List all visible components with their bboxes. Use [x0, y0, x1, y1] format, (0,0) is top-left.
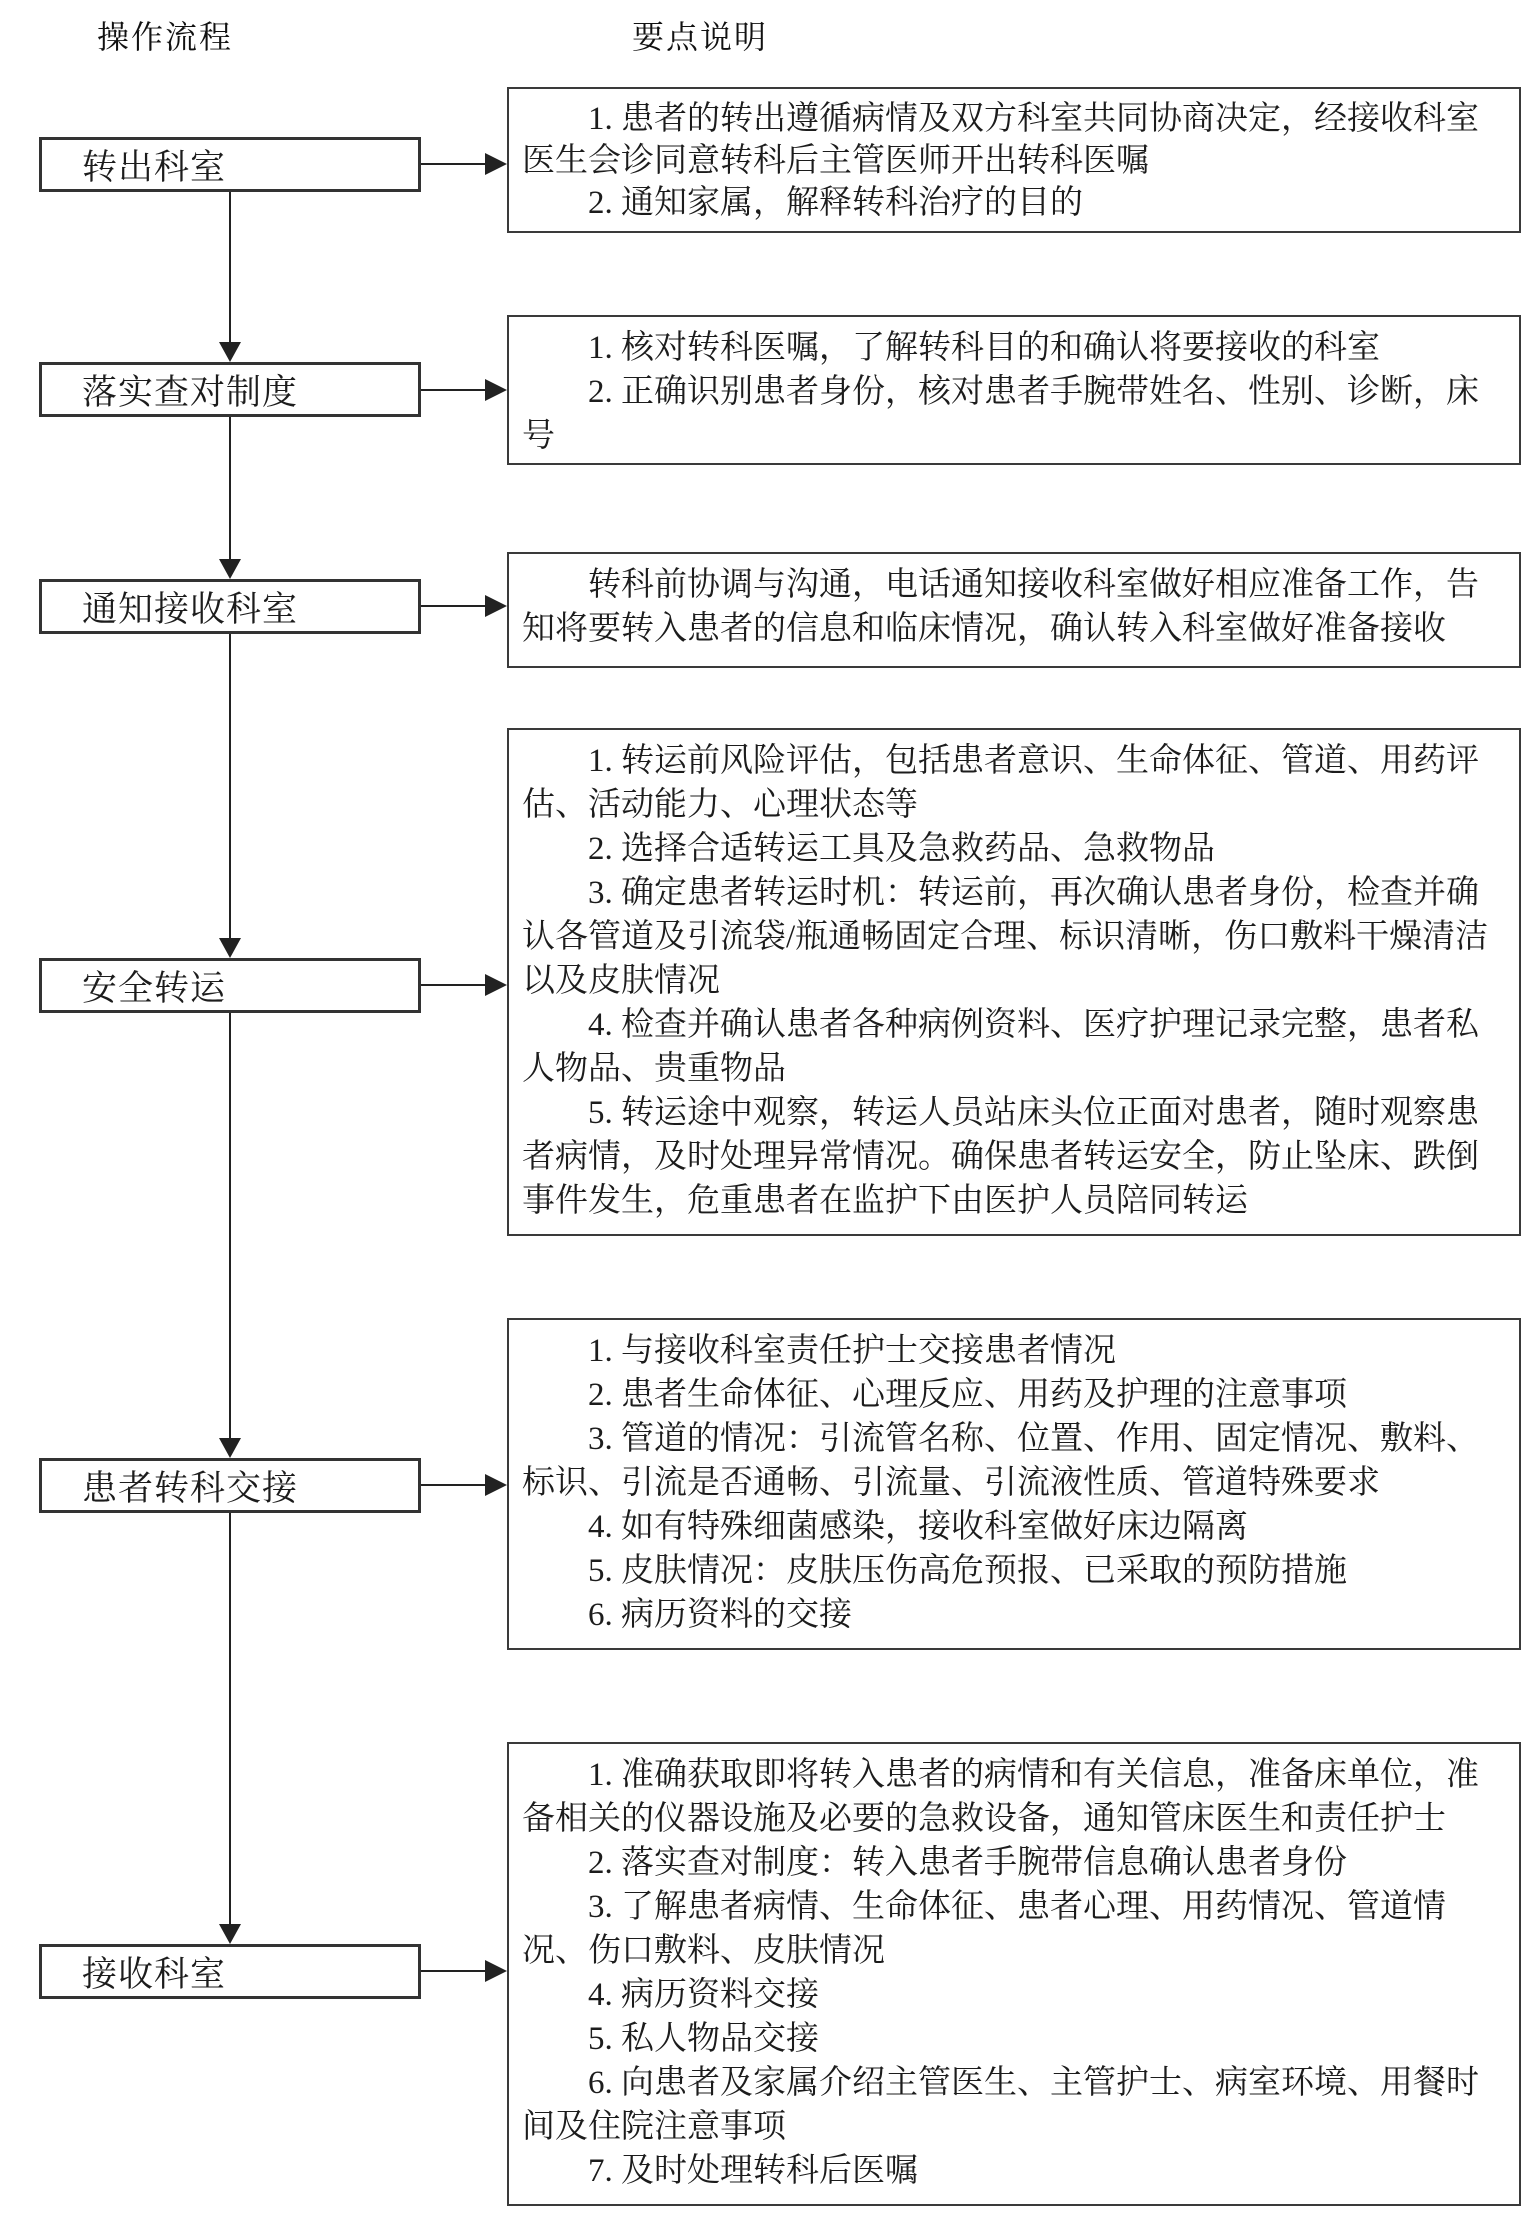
down-arrow-icon	[219, 559, 241, 579]
down-arrow-connector-line	[229, 1513, 231, 1924]
point-paragraph: 1. 转运前风险评估，包括患者意识、生命体征、管道、用药评估、活动能力、心理状态等	[522, 743, 1479, 823]
point-paragraph: 4. 病历资料交接	[588, 1977, 819, 2013]
point-paragraph: 3. 了解患者病情、生命体征、患者心理、用药情况、管道情况、伤口敷料、皮肤情况	[522, 1889, 1446, 1969]
column-header-process: 操作流程	[96, 19, 233, 55]
point-paragraph: 2. 落实查对制度：转入患者手腕带信息确认患者身份	[588, 1845, 1347, 1881]
step-label: 转出科室	[82, 147, 227, 187]
step-label: 通知接收科室	[82, 589, 299, 629]
point-paragraph: 5. 皮肤情况：皮肤压伤高危预报、已采取的预防措施	[588, 1553, 1347, 1589]
down-arrow-connector-line	[229, 1013, 231, 1438]
column-header-points: 要点说明	[631, 19, 768, 55]
point-paragraph: 2. 通知家属，解释转科治疗的目的	[588, 185, 1083, 221]
point-paragraph: 6. 向患者及家属介绍主管医生、主管护士、病室环境、用餐时间及住院注意事项	[522, 2065, 1479, 2145]
points-box-verification	[507, 315, 1521, 465]
point-paragraph: 1. 与接收科室责任护士交接患者情况	[588, 1333, 1116, 1369]
right-arrow-icon	[485, 379, 507, 401]
down-arrow-connector-line	[229, 192, 231, 342]
right-arrow-connector-line	[421, 163, 485, 165]
right-arrow-icon	[485, 595, 507, 617]
point-paragraph: 2. 选择合适转运工具及急救药品、急救物品	[588, 831, 1215, 867]
step-box-notify-receiving	[39, 579, 421, 634]
down-arrow-icon	[219, 342, 241, 362]
step-label: 落实查对制度	[82, 372, 299, 412]
point-paragraph: 6. 病历资料的交接	[588, 1597, 852, 1633]
point-paragraph: 4. 检查并确认患者各种病例资料、医疗护理记录完整，患者私人物品、贵重物品	[522, 1007, 1479, 1087]
points-box-receiving-dept	[507, 1742, 1521, 2206]
right-arrow-icon	[485, 153, 507, 175]
right-arrow-connector-line	[421, 389, 485, 391]
point-paragraph: 1. 核对转科医嘱，了解转科目的和确认将要接收的科室	[588, 330, 1380, 366]
point-paragraph: 转科前协调与沟通，电话通知接收科室做好相应准备工作，告知将要转入患者的信息和临床情况，确认转入科室做好准备接收	[522, 567, 1479, 647]
points-box-handover	[507, 1318, 1521, 1650]
right-arrow-icon	[485, 974, 507, 996]
point-paragraph: 2. 患者生命体征、心理反应、用药及护理的注意事项	[588, 1377, 1347, 1413]
down-arrow-connector-line	[229, 417, 231, 559]
step-box-handover	[39, 1458, 421, 1513]
points-box-safe-transport	[507, 728, 1521, 1236]
right-arrow-connector-line	[421, 1970, 485, 1972]
step-label: 安全转运	[82, 968, 227, 1008]
points-box-transfer-out	[507, 87, 1521, 233]
point-paragraph: 1. 患者的转出遵循病情及双方科室共同协商决定，经接收科室医生会诊同意转科后主管医师开出转科医嘱	[522, 101, 1479, 179]
point-paragraph: 3. 确定患者转运时机：转运前，再次确认患者身份，检查并确认各管道及引流袋/瓶通畅固定合理、标识清晰，伤口敷料干燥清洁以及皮肤情况	[522, 875, 1489, 999]
right-arrow-icon	[485, 1474, 507, 1496]
point-paragraph: 3. 管道的情况：引流管名称、位置、作用、固定情况、敷料、标识、引流是否通畅、引流量、引流液性质、管道特殊要求	[522, 1421, 1479, 1501]
point-paragraph: 5. 转运途中观察，转运人员站床头位正面对患者，随时观察患者病情，及时处理异常情况。确保患者转运安全，防止坠床、跌倒事件发生，危重患者在监护下由医护人员陪同转运	[522, 1095, 1479, 1219]
down-arrow-connector-line	[229, 634, 231, 938]
step-label: 接收科室	[82, 1954, 227, 1994]
step-box-verification	[39, 362, 421, 417]
point-paragraph: 7. 及时处理转科后医嘱	[588, 2153, 918, 2189]
step-box-safe-transport	[39, 958, 421, 1013]
down-arrow-icon	[219, 1438, 241, 1458]
step-label: 患者转科交接	[82, 1468, 299, 1508]
right-arrow-connector-line	[421, 605, 485, 607]
point-paragraph: 5. 私人物品交接	[588, 2021, 819, 2057]
step-box-transfer-out	[39, 137, 421, 192]
point-paragraph: 1. 准确获取即将转入患者的病情和有关信息，准备床单位，准备相关的仪器设施及必要的急救设备，通知管床医生和责任护士	[522, 1757, 1479, 1837]
down-arrow-icon	[219, 1924, 241, 1944]
down-arrow-icon	[219, 938, 241, 958]
right-arrow-icon	[485, 1960, 507, 1982]
right-arrow-connector-line	[421, 1484, 485, 1486]
right-arrow-connector-line	[421, 984, 485, 986]
step-box-receiving-dept	[39, 1944, 421, 1999]
point-paragraph: 2. 正确识别患者身份，核对患者手腕带姓名、性别、诊断，床号	[522, 374, 1479, 454]
points-box-notify-receiving	[507, 552, 1521, 668]
point-paragraph: 4. 如有特殊细菌感染，接收科室做好床边隔离	[588, 1509, 1248, 1545]
